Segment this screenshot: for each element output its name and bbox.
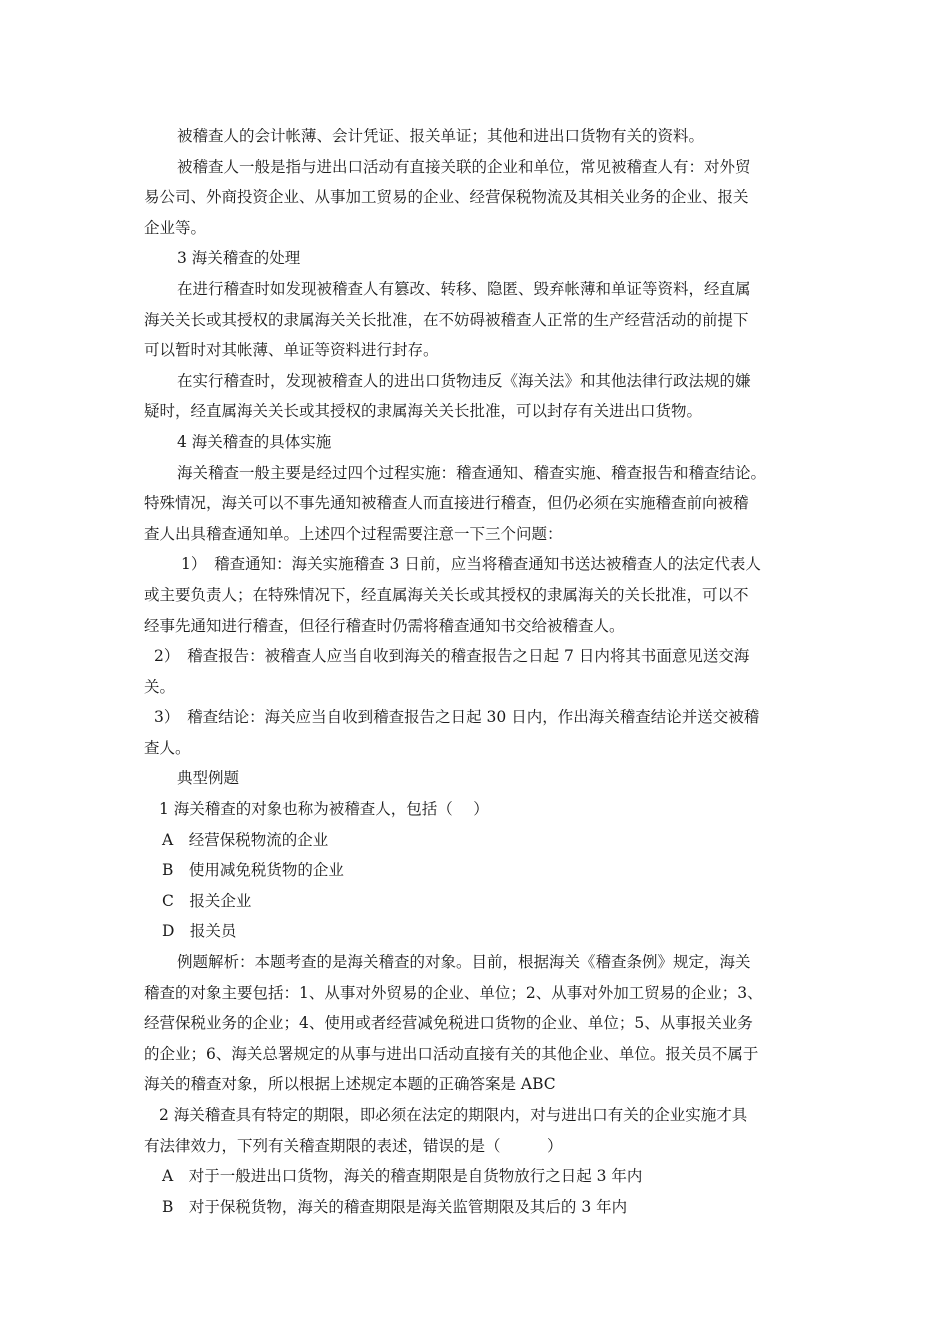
text-line: 2） 稽查报告：被稽查人应当自收到海关的稽查报告之日起 7 日内将其书面意见送交海 [154,647,750,666]
text-line: 在进行稽查时如发现被稽查人有篡改、转移、隐匿、毁弃帐薄和单证等资料，经直属 [177,279,751,298]
text-line: B 对于保税货物，海关的稽查期限是海关监管期限及其后的 3 年内 [162,1197,628,1216]
text-line: 易公司、外商投资企业、从事加工贸易的企业、经营保税物流及其相关业务的企业、报关 [144,188,749,207]
text-line: C 报关企业 [162,891,252,910]
text-line: 例题解析：本题考查的是海关稽查的对象。目前，根据海关《稽查条例》规定，海关 [177,953,751,972]
text-line: 企业等。 [144,218,207,237]
text-line: 典型例题 [177,769,240,788]
text-line: 4 海关稽查的具体实施 [177,432,332,451]
document-page [144,121,814,1222]
text-line: 或主要负责人；在特殊情况下，经直属海关关长或其授权的隶属海关的关长批准，可以不 [144,585,749,604]
text-line: 在实行稽查时，发现被稽查人的进出口货物违反《海关法》和其他法律行政法规的嫌 [177,371,751,390]
text-line: 有法律效力，下列有关稽查期限的表述，错误的是（ ） [144,1136,563,1155]
text-line: 海关稽查一般主要是经过四个过程实施：稽查通知、稽查实施、稽查报告和稽查结论。 [177,463,767,482]
text-line: A 经营保税物流的企业 [162,830,329,849]
text-line: 海关关长或其授权的隶属海关关长批准，在不妨碍被稽查人正常的生产经营活动的前提下 [144,310,749,329]
text-line: 查人出具稽查通知单。上述四个过程需要注意一下三个问题： [144,524,563,543]
text-line: 关。 [144,677,176,696]
text-line: 经营保税业务的企业；4、使用或者经营减免税进口货物的企业、单位；5、从事报关业务 [144,1014,753,1033]
text-line: 经事先通知进行稽查，但径行稽查时仍需将稽查通知书交给被稽查人。 [144,616,625,635]
text-line: 可以暂时对其帐薄、单证等资料进行封存。 [144,341,439,360]
text-line: 2 海关稽查具有特定的期限，即必须在法定的期限内，对与进出口有关的企业实施才具 [159,1106,748,1124]
text-line: D 报关员 [162,922,237,941]
text-line: 被稽查人一般是指与进出口活动有直接关联的企业和单位，常见被稽查人有：对外贸 [177,157,751,176]
text-line: 海关的稽查对象，所以根据上述规定本题的正确答案是 ABC [144,1075,556,1094]
text-line: A 对于一般进出口货物，海关的稽查期限是自货物放行之日起 3 年内 [162,1167,643,1186]
text-line: 特殊情况，海关可以不事先通知被稽查人而直接进行稽查，但仍必须在实施稽查前向被稽 [144,494,749,513]
text-line: 3） 稽查结论：海关应当自收到稽查报告之日起 30 日内，作出海关稽查结论并送交被稽 [154,708,760,727]
text-line: 疑时，经直属海关关长或其授权的隶属海关关长批准，可以封存有关进出口货物。 [144,402,703,421]
text-line: 查人。 [144,738,191,757]
text-line: 被稽查人的会计帐薄、会计凭证、报关单证；其他和进出口货物有关的资料。 [177,127,705,145]
text-line: 稽查的对象主要包括：1、从事对外贸易的企业、单位；2、从事对外加工贸易的企业；3、 [144,983,763,1002]
text-line: 1 海关稽查的对象也称为被稽查人，包括（ ） [159,800,489,819]
text-line: 1） 稽查通知：海关实施稽查 3 日前，应当将稽查通知书送达被稽查人的法定代表人 [181,555,761,574]
text-line: B 使用减免税货物的企业 [162,861,344,880]
text-line: 的企业；6、海关总署规定的从事与进出口活动直接有关的其他企业、单位。报关员不属于 [144,1044,759,1063]
text-line: 3 海关稽查的处理 [177,249,301,268]
